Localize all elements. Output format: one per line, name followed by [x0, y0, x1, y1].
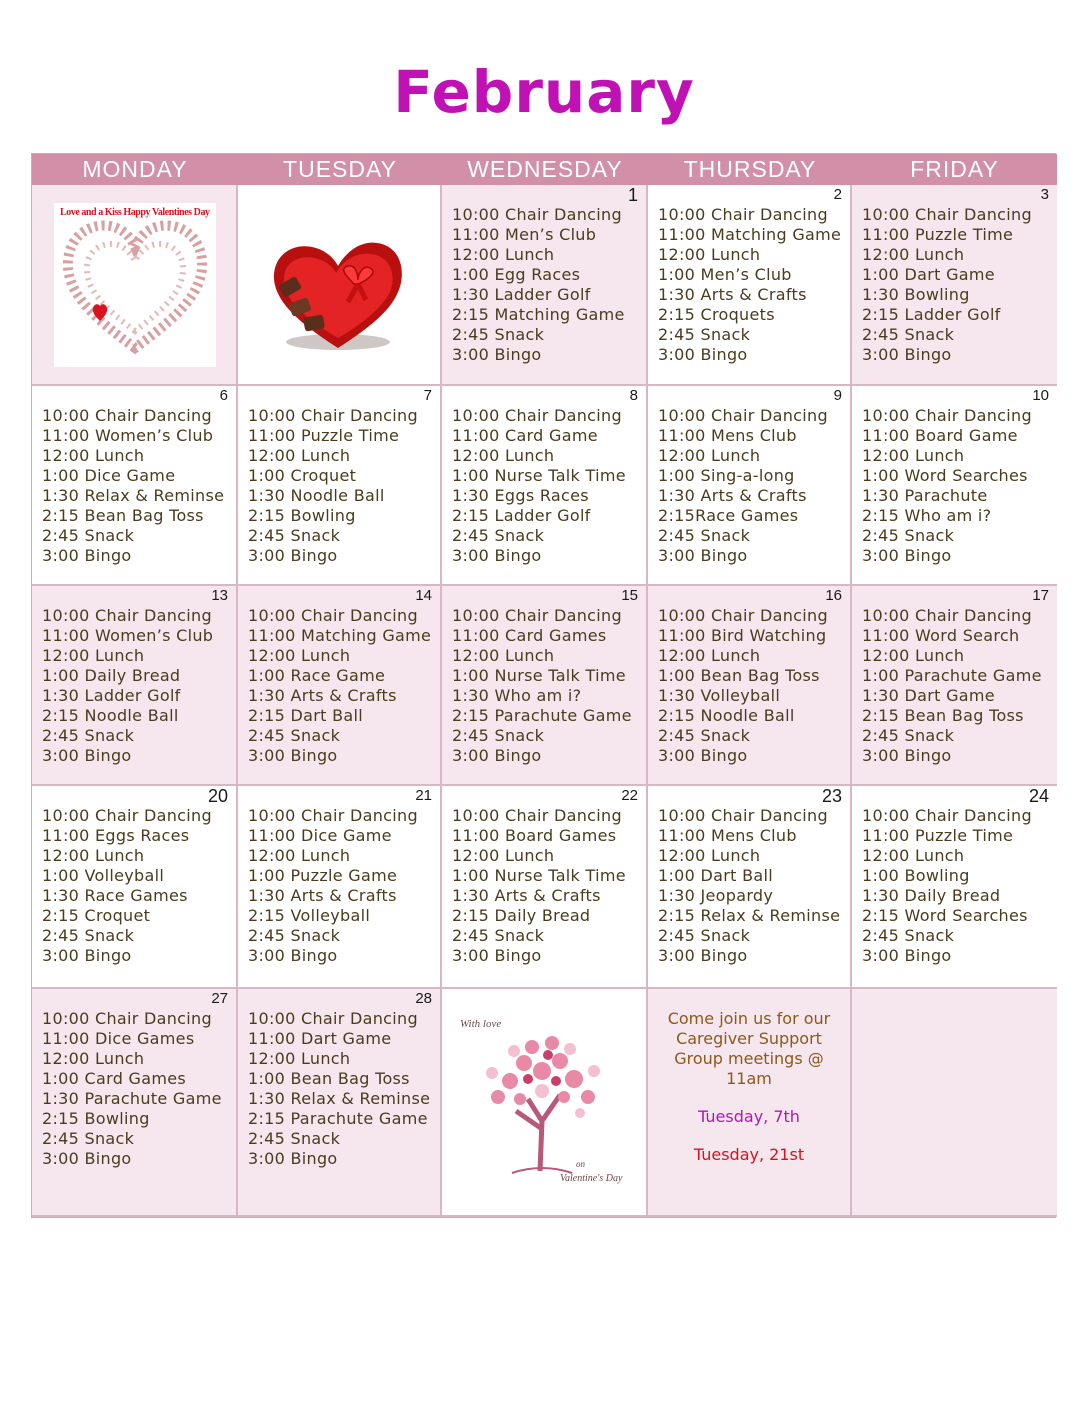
activity-item: 1:00 Volleyball: [42, 866, 165, 885]
activity-item: 1:30 Relax & Reminse: [42, 486, 225, 505]
day-number: 23: [821, 786, 842, 806]
activity-item: 1:00 Bowling: [862, 866, 970, 885]
activity-item: 2:45 Snack: [248, 526, 341, 545]
activity-list: [862, 806, 1032, 966]
activity-item: 11:00 Bird Watching: [658, 626, 827, 645]
activity-item: 3:00 Bingo: [658, 746, 748, 765]
activity-item: 10:00 Chair Dancing: [452, 806, 622, 825]
activity-item: 12:00 Lunch: [248, 646, 351, 665]
day-cell-tuesday-week3: [238, 586, 442, 786]
valentine-heart-text-image: [54, 203, 216, 367]
activity-item: 2:15 Matching Game: [452, 305, 625, 324]
activity-item: 2:15 Dart Ball: [248, 706, 363, 725]
activity-item: 1:30 Ladder Golf: [42, 686, 181, 705]
day-number: 2: [833, 186, 842, 203]
activity-item: 2:45 Snack: [452, 325, 545, 344]
activity-item: 2:45 Snack: [42, 526, 135, 545]
day-number: 15: [621, 587, 638, 604]
activity-item: 12:00 Lunch: [862, 446, 965, 465]
activity-item: 12:00 Lunch: [452, 646, 555, 665]
activity-list: [862, 205, 1032, 365]
activity-item: 1:00 Dice Game: [42, 466, 176, 485]
activity-item: 11:00 Mens Club: [658, 426, 797, 445]
activity-item: 2:45 Snack: [452, 926, 545, 945]
activity-item: 2:15 Noodle Ball: [658, 706, 795, 725]
activity-item: 11:00 Word Search: [862, 626, 1020, 645]
activity-item: 12:00 Lunch: [452, 846, 555, 865]
activity-item: 1:30 Who am i?: [452, 686, 582, 705]
activity-list: [42, 406, 224, 566]
activity-item: 2:15 Parachute Game: [248, 1109, 428, 1128]
activity-item: 12:00 Lunch: [42, 1049, 145, 1068]
activity-item: 11:00 Puzzle Time: [862, 225, 1014, 244]
day-number: 22: [621, 787, 638, 804]
activity-item: 12:00 Lunch: [862, 846, 965, 865]
activity-item: 12:00 Lunch: [658, 446, 761, 465]
activity-item: 12:00 Lunch: [452, 446, 555, 465]
activity-item: 1:30 Volleyball: [658, 686, 781, 705]
header-tuesday: TUESDAY: [238, 154, 442, 185]
activity-item: 11:00 Women’s Club: [42, 626, 214, 645]
activity-item: 2:15 Bowling: [42, 1109, 150, 1128]
activity-item: 2:45 Snack: [862, 526, 955, 545]
day-cell-wednesday-week1: [442, 185, 648, 386]
activity-item: 2:45 Snack: [42, 726, 135, 745]
activity-item: 3:00 Bingo: [862, 546, 952, 565]
activity-item: 12:00 Lunch: [658, 846, 761, 865]
activity-item: 12:00 Lunch: [658, 646, 761, 665]
day-cell-friday-week1: [852, 185, 1057, 386]
activity-item: 3:00 Bingo: [452, 746, 542, 765]
activity-item: 1:00 Race Game: [248, 666, 386, 685]
activity-item: 10:00 Chair Dancing: [42, 806, 212, 825]
activity-item: 3:00 Bingo: [42, 1149, 132, 1168]
activity-item: 12:00 Lunch: [658, 245, 761, 264]
day-number: 16: [825, 587, 842, 604]
activity-item: 12:00 Lunch: [862, 245, 965, 264]
activity-list: [248, 606, 431, 766]
activity-item: 1:00 Sing-a-long: [658, 466, 795, 485]
day-number: 8: [629, 387, 638, 404]
activity-item: 1:00 Puzzle Game: [248, 866, 398, 885]
activity-item: 3:00 Bingo: [452, 546, 542, 565]
activity-item: 3:00 Bingo: [862, 946, 952, 965]
activity-list: [248, 1009, 430, 1169]
day-cell-thursday-week5: [648, 989, 852, 1217]
activity-item: 12:00 Lunch: [862, 646, 965, 665]
activity-item: 1:30 Jeopardy: [658, 886, 774, 905]
activity-item: 1:00 Word Searches: [862, 466, 1028, 485]
activity-item: 2:15 Who am i?: [862, 506, 992, 525]
activity-item: 1:30 Parachute Game: [42, 1089, 222, 1108]
activity-item: 2:15 Noodle Ball: [42, 706, 179, 725]
activity-item: 2:15 Bowling: [248, 506, 356, 525]
activity-item: 10:00 Chair Dancing: [658, 606, 828, 625]
activity-item: 1:30 Arts & Crafts: [658, 486, 807, 505]
activity-item: 2:15 Ladder Golf: [862, 305, 1001, 324]
day-cell-wednesday-week2: [442, 386, 648, 586]
day-number: 24: [1028, 786, 1049, 806]
day-cell-tuesday-week5: [238, 989, 442, 1217]
activity-item: 3:00 Bingo: [452, 946, 542, 965]
activity-item: 2:45 Snack: [862, 926, 955, 945]
day-number: 27: [211, 990, 228, 1007]
activity-item: 12:00 Lunch: [42, 446, 145, 465]
day-cell-monday-week5: [32, 989, 238, 1217]
activity-list: [658, 205, 841, 365]
activity-list: [452, 205, 625, 365]
activity-item: 2:45 Snack: [42, 926, 135, 945]
day-cell-thursday-week1: [648, 185, 852, 386]
activity-item: 2:15 Parachute Game: [452, 706, 632, 725]
activity-item: 1:30 Ladder Golf: [452, 285, 591, 304]
activity-item: 11:00 Mens Club: [658, 826, 797, 845]
day-cell-thursday-week4: [648, 786, 852, 989]
activity-item: 1:00 Nurse Talk Time: [452, 466, 626, 485]
activity-item: 10:00 Chair Dancing: [862, 205, 1032, 224]
activity-item: 1:30 Bowling: [862, 285, 970, 304]
activity-item: 2:45 Snack: [248, 926, 341, 945]
activity-item: 11:00 Card Game: [452, 426, 598, 445]
activity-item: 2:15 Daily Bread: [452, 906, 591, 925]
activity-item: 11:00 Dice Games: [42, 1029, 195, 1048]
activity-item: 10:00 Chair Dancing: [862, 606, 1032, 625]
activity-item: 10:00 Chair Dancing: [42, 606, 212, 625]
activity-item: 2:45 Snack: [658, 325, 751, 344]
activity-list: [452, 406, 626, 566]
activity-item: 2:45 Snack: [658, 726, 751, 745]
activity-list: [42, 606, 213, 766]
day-cell-thursday-week2: [648, 386, 852, 586]
day-number: 21: [415, 787, 432, 804]
activity-item: 2:45 Snack: [452, 526, 545, 545]
note-line-4: 11am: [726, 1069, 772, 1088]
activity-list: [248, 406, 418, 566]
activity-item: 2:15 Word Searches: [862, 906, 1028, 925]
activity-item: 1:00 Bean Bag Toss: [248, 1069, 410, 1088]
activity-item: 1:30 Noodle Ball: [248, 486, 385, 505]
activity-item: 1:30 Arts & Crafts: [658, 285, 807, 304]
activity-item: 2:45 Snack: [452, 726, 545, 745]
activity-item: 11:00 Matching Game: [658, 225, 842, 244]
day-number: 28: [415, 990, 432, 1007]
activity-item: 3:00 Bingo: [862, 345, 952, 364]
activity-item: 1:00 Nurse Talk Time: [452, 866, 626, 885]
activity-item: 3:00 Bingo: [658, 345, 748, 364]
activity-item: 1:00 Dart Game: [862, 265, 995, 284]
activity-list: [42, 806, 212, 966]
activity-list: [452, 806, 626, 966]
note-line-3: Group meetings @: [674, 1049, 824, 1068]
valentine-tree-image: [452, 1011, 634, 1191]
activity-item: 1:30 Eggs Races: [452, 486, 589, 505]
activity-item: 11:00 Dart Game: [248, 1029, 392, 1048]
activity-item: 12:00 Lunch: [42, 646, 145, 665]
header-thursday: THURSDAY: [648, 154, 852, 185]
activity-item: 1:00 Egg Races: [452, 265, 581, 284]
activity-item: 11:00 Men’s Club: [452, 225, 597, 244]
tree-text-valentines-day: Valentine's Day: [560, 1173, 623, 1184]
activity-item: 10:00 Chair Dancing: [452, 205, 622, 224]
activity-list: [658, 406, 828, 566]
activity-item: 3:00 Bingo: [248, 746, 338, 765]
day-cell-friday-week5: [852, 989, 1057, 1217]
activity-item: 10:00 Chair Dancing: [862, 806, 1032, 825]
day-cell-friday-week2: [852, 386, 1057, 586]
day-number: 6: [219, 387, 228, 404]
activity-item: 10:00 Chair Dancing: [248, 806, 418, 825]
day-number: 3: [1040, 186, 1049, 203]
activity-item: 11:00 Puzzle Time: [862, 826, 1014, 845]
tree-text-on: on: [576, 1159, 585, 1169]
activity-item: 1:00 Card Games: [42, 1069, 186, 1088]
note-date-1: Tuesday, 7th: [698, 1107, 800, 1126]
activity-item: 12:00 Lunch: [248, 1049, 351, 1068]
activity-item: 11:00 Eggs Races: [42, 826, 190, 845]
day-cell-tuesday-week1: [238, 185, 442, 386]
activity-item: 2:45 Snack: [862, 325, 955, 344]
activity-item: 3:00 Bingo: [42, 946, 132, 965]
activity-item: 1:00 Men’s Club: [658, 265, 792, 284]
activity-item: 10:00 Chair Dancing: [452, 606, 622, 625]
activity-item: 1:00 Daily Bread: [42, 666, 181, 685]
activity-item: 11:00 Women’s Club: [42, 426, 214, 445]
activity-item: 1:30 Relax & Reminse: [248, 1089, 431, 1108]
day-cell-monday-week1: [32, 185, 238, 386]
activity-item: 10:00 Chair Dancing: [42, 406, 212, 425]
activity-list: [42, 1009, 222, 1169]
calendar-grid: [31, 153, 1056, 1218]
day-number: 13: [211, 587, 228, 604]
activity-item: 2:45 Snack: [658, 926, 751, 945]
day-cell-monday-week2: [32, 386, 238, 586]
activity-item: 3:00 Bingo: [658, 946, 748, 965]
activity-list: [658, 806, 840, 966]
activity-item: 12:00 Lunch: [248, 446, 351, 465]
activity-list: [452, 606, 632, 766]
activity-item: 10:00 Chair Dancing: [248, 606, 418, 625]
activity-item: 12:00 Lunch: [42, 846, 145, 865]
activity-list: [862, 606, 1042, 766]
heart-text: Love and a Kiss Happy Valentines Day: [60, 207, 210, 218]
activity-item: 11:00 Puzzle Time: [248, 426, 400, 445]
activity-item: 12:00 Lunch: [248, 846, 351, 865]
activity-item: 11:00 Dice Game: [248, 826, 392, 845]
activity-item: 1:00 Dart Ball: [658, 866, 773, 885]
activity-item: 1:30 Arts & Crafts: [452, 886, 601, 905]
activity-item: 3:00 Bingo: [42, 546, 132, 565]
header-wednesday: WEDNESDAY: [442, 154, 648, 185]
day-cell-tuesday-week4: [238, 786, 442, 989]
day-number: 14: [415, 587, 432, 604]
day-cell-monday-week3: [32, 586, 238, 786]
day-cell-friday-week3: [852, 586, 1057, 786]
activity-item: 10:00 Chair Dancing: [248, 1009, 418, 1028]
caregiver-support-note: [648, 1009, 850, 1165]
activity-item: 11:00 Board Game: [862, 426, 1018, 445]
day-cell-wednesday-week4: [442, 786, 648, 989]
day-cell-wednesday-week5: [442, 989, 648, 1217]
activity-item: 11:00 Board Games: [452, 826, 617, 845]
day-cell-wednesday-week3: [442, 586, 648, 786]
activity-item: 2:15 Bean Bag Toss: [862, 706, 1024, 725]
activity-item: 3:00 Bingo: [42, 746, 132, 765]
activity-item: 10:00 Chair Dancing: [658, 806, 828, 825]
activity-item: 1:00 Parachute Game: [862, 666, 1042, 685]
activity-item: 1:00 Bean Bag Toss: [658, 666, 820, 685]
day-number: 7: [423, 387, 432, 404]
activity-item: 10:00 Chair Dancing: [248, 406, 418, 425]
activity-item: 11:00 Card Games: [452, 626, 607, 645]
activity-list: [658, 606, 828, 766]
activity-item: 2:45 Snack: [862, 726, 955, 745]
day-number: 20: [207, 786, 228, 806]
activity-item: 2:15 Volleyball: [248, 906, 371, 925]
activity-item: 3:00 Bingo: [248, 546, 338, 565]
activity-item: 2:15 Relax & Reminse: [658, 906, 841, 925]
activity-item: 10:00 Chair Dancing: [658, 406, 828, 425]
header-monday: MONDAY: [32, 154, 238, 185]
activity-item: 2:45 Snack: [248, 1129, 341, 1148]
day-cell-tuesday-week2: [238, 386, 442, 586]
activity-item: 1:00 Nurse Talk Time: [452, 666, 626, 685]
activity-item: 10:00 Chair Dancing: [862, 406, 1032, 425]
activity-item: 3:00 Bingo: [248, 946, 338, 965]
activity-item: 1:00 Croquet: [248, 466, 357, 485]
note-line-1: Come join us for our: [667, 1009, 831, 1028]
activity-item: 2:15 Croquets: [658, 305, 775, 324]
note-line-2: Caregiver Support: [676, 1029, 822, 1048]
day-cell-friday-week4: [852, 786, 1057, 989]
activity-item: 1:30 Arts & Crafts: [248, 886, 397, 905]
activity-item: 2:45 Snack: [658, 526, 751, 545]
activity-item: 2:15 Bean Bag Toss: [42, 506, 204, 525]
activity-item: 3:00 Bingo: [452, 345, 542, 364]
activity-item: 2:45 Snack: [248, 726, 341, 745]
activity-list: [862, 406, 1032, 566]
activity-item: 10:00 Chair Dancing: [658, 205, 828, 224]
activity-item: 10:00 Chair Dancing: [452, 406, 622, 425]
header-friday: FRIDAY: [852, 154, 1057, 185]
day-number: 9: [833, 387, 842, 404]
activity-item: 2:45 Snack: [42, 1129, 135, 1148]
day-cell-monday-week4: [32, 786, 238, 989]
activity-item: 1:30 Dart Game: [862, 686, 995, 705]
activity-item: 2:15Race Games: [658, 506, 799, 525]
day-number: 17: [1032, 587, 1049, 604]
activity-item: 3:00 Bingo: [862, 746, 952, 765]
activity-item: 10:00 Chair Dancing: [42, 1009, 212, 1028]
activity-item: 3:00 Bingo: [658, 546, 748, 565]
day-number: 1: [627, 185, 638, 205]
activity-item: 1:30 Daily Bread: [862, 886, 1001, 905]
day-cell-thursday-week3: [648, 586, 852, 786]
activity-item: 1:30 Parachute: [862, 486, 988, 505]
note-date-2: Tuesday, 21st: [693, 1145, 805, 1164]
day-number: 10: [1032, 387, 1049, 404]
activity-item: 1:30 Arts & Crafts: [248, 686, 397, 705]
activity-item: 3:00 Bingo: [248, 1149, 338, 1168]
activity-item: 2:15 Croquet: [42, 906, 151, 925]
chocolate-box-heart-image: [266, 230, 406, 355]
tree-text-top: With love: [460, 1018, 502, 1030]
activity-item: 1:30 Race Games: [42, 886, 188, 905]
activity-item: 2:15 Ladder Golf: [452, 506, 591, 525]
activity-item: 11:00 Matching Game: [248, 626, 432, 645]
page-title: February: [393, 58, 695, 126]
activity-list: [248, 806, 418, 966]
activity-item: 12:00 Lunch: [452, 245, 555, 264]
